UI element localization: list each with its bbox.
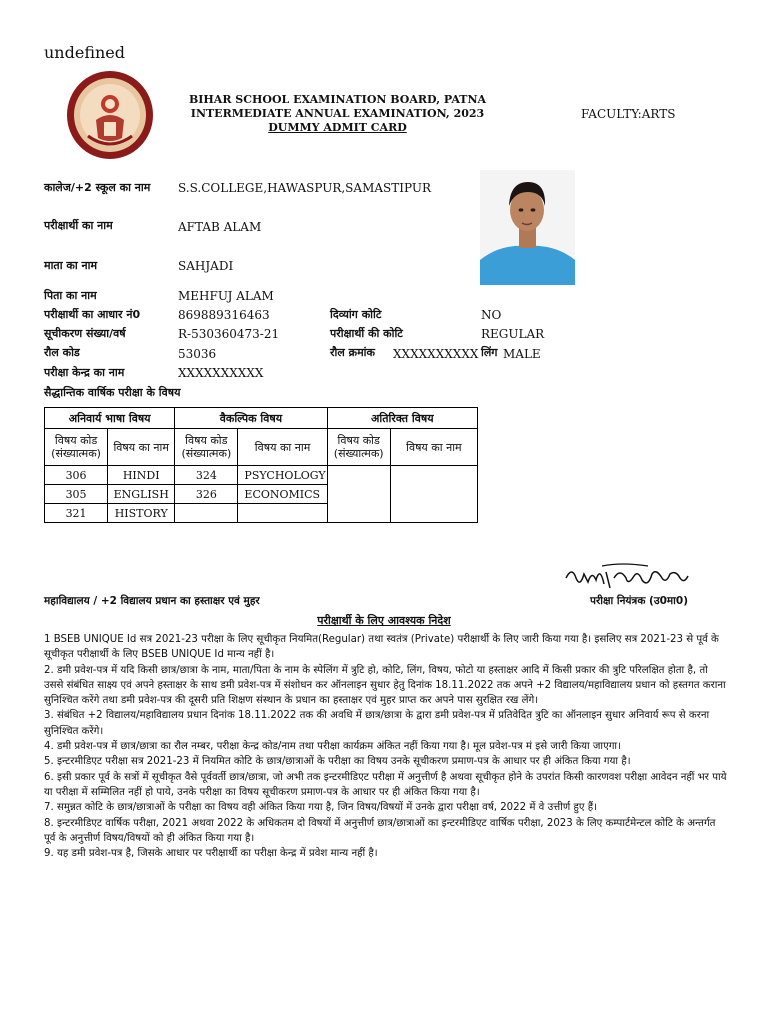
college-label: कालेज/+2 स्कूल का नाम	[44, 181, 151, 194]
subject-name: HISTORY	[108, 504, 175, 523]
mother-name-value: SAHJADI	[178, 259, 234, 273]
exam-centre-label: परीक्षा केन्द्र का नाम	[44, 366, 125, 379]
code-header: विषय कोड (संख्यात्मक)	[45, 429, 108, 466]
code-header: विषय कोड (संख्यात्मक)	[327, 429, 390, 466]
optional-subject-header: वैकल्पिक विषय	[175, 408, 327, 429]
instructions-title: परीक्षार्थी के लिए आवश्यक निदेश	[317, 614, 451, 627]
father-name-label: पिता का नाम	[44, 289, 97, 302]
subjects-table	[44, 407, 478, 523]
instruction-item: 8. इन्टरमीडिएट वार्षिक परीक्षा, 2021 अथवा 2022 के अधिकतम दो विषयों में अनुत्तीर्ण छात्र/छात्राओं का इन्टरमीडिएट वार्षिक परीक्षा, 2023 के लिए कम्पार्टमेन्टल कोटि के अन्तर्गत पूर्व के अनुत्तीर्ण विषय/विषयों को ही अंकित किया गया है।	[44, 817, 716, 844]
exam-centre-value: XXXXXXXXXX	[178, 366, 264, 380]
top-text: undefined	[44, 43, 126, 62]
instruction-item: 3. संबंधित +2 विद्यालय/महाविद्यालय प्रधान दिनांक 18.11.2022 तक की अवधि में छात्र/छात्रा के द्वारा डमी प्रवेश-पत्र में प्रतिवेदित त्रुटि का ऑनलाइन सुधार अनिवार्य रूप से करना सुनिश्चित करेंगे।	[44, 710, 710, 737]
instruction-item: 6. इसी प्रकार पूर्व के सत्रों में सूचीकृत वैसे पूर्ववर्ती छात्र/छात्रा, जो अभी तक इन्टरमीडिएट परीक्षा में अनुत्तीर्ण है अथवा सूचीकृत होने के उपरांत किसी कारणवश परीक्षा आवेदन नहीं भर पाये या परीक्षा में सम्मिलित नहीं हो पाये, उनके परीक्षा का विषय सूचीकरण प्रमाण-पत्र के आधार पर ही अंकित किया गया है।	[44, 771, 727, 798]
student-photo	[480, 170, 575, 285]
empty-cell	[327, 466, 390, 523]
card-title: DUMMY ADMIT CARD	[268, 121, 407, 134]
subject-code: 324	[175, 466, 238, 485]
name-header: विषय का नाम	[238, 429, 327, 466]
bseb-seal-logo	[66, 70, 154, 160]
board-name: BIHAR SCHOOL EXAMINATION BOARD, PATNA	[188, 93, 487, 106]
roll-number-value: XXXXXXXXXX	[393, 347, 479, 361]
code-header: विषय कोड (संख्यात्मक)	[175, 429, 238, 466]
empty-cell	[390, 466, 477, 523]
category-label: परीक्षार्थी की कोटि	[330, 327, 403, 340]
instructions-list	[44, 632, 728, 861]
roll-code-label: रौल कोड	[44, 346, 80, 359]
additional-subject-header: अतिरिक्त विषय	[327, 408, 477, 429]
father-name-value: MEHFUJ ALAM	[178, 289, 274, 303]
subject-code: 305	[45, 485, 108, 504]
disability-value: NO	[481, 308, 502, 322]
category-value: REGULAR	[481, 327, 545, 341]
roll-number-label: रौल क्रमांक	[330, 346, 375, 359]
compulsory-language-header: अनिवार्य भाषा विषय	[45, 408, 175, 429]
gender-value: MALE	[503, 347, 541, 361]
subject-name: ENGLISH	[108, 485, 175, 504]
table-row	[45, 466, 478, 485]
subject-code: 326	[175, 485, 238, 504]
college-value: S.S.COLLEGE,HAWASPUR,SAMASTIPUR	[178, 181, 432, 195]
disability-label: दिव्यांग कोटि	[330, 308, 382, 321]
faculty: FACULTY:ARTS	[581, 107, 676, 121]
name-header: विषय का नाम	[108, 429, 175, 466]
controller-signature	[562, 560, 702, 592]
subject-name: ECONOMICS	[238, 485, 327, 504]
subject-code: 321	[45, 504, 108, 523]
instruction-item: 7. समुन्नत कोटि के छात्र/छात्राओं के परीक्षा का विषय वही अंकित किया गया है, जिन विषय/विषयों में उनके द्वारा परीक्षा वर्ष, 2022 में वे उत्तीर्ण हुए हैं।	[44, 802, 598, 814]
subject-name: PSYCHOLOGY	[238, 466, 327, 485]
subject-name	[238, 504, 327, 523]
mother-name-label: माता का नाम	[44, 259, 98, 272]
subjects-heading: सैद्धान्तिक वार्षिक परीक्षा के विषय	[44, 386, 181, 399]
student-name-value: AFTAB ALAM	[178, 220, 262, 234]
principal-signature-label: महाविद्यालय / +2 विद्यालय प्रधान का हस्ताक्षर एवं मुहर	[44, 595, 260, 607]
instruction-item: 2. डमी प्रवेश-पत्र में यदि किसी छात्र/छात्रा के नाम, माता/पिता के नाम के स्पेलिंग में त्रुटि हो, कोटि, लिंग, विषय, फोटो या हस्ताक्षर आदि में किसी प्रकार की त्रुटि परिलक्षित होता है, तो उससे संबंधित साक्ष्य एवं अपने हस्ताक्षर के साथ डमी प्रवेश-पत्र में संशोधन कर ऑनलाइन सुधार हेतु दिनांक 18.11.2022 तक अपने +2 विद्यालय/महाविद्यालय प्रधान को हस्तगत कराना सुनिश्चित करेंगे तथा डमी प्रवेश-पत्र की दूसरी प्रति शिक्षण संस्थान के प्रधान का हस्ताक्षर एवं मुहर प्राप्त कर अपने पास सुरक्षित रख लेंगे।	[44, 664, 726, 707]
name-header: विषय का नाम	[390, 429, 477, 466]
instruction-item: 4. डमी प्रवेश-पत्र में छात्र/छात्रा का रौल नम्बर, परीक्षा केन्द्र कोड/नाम तथा परीक्षा कार्यक्रम अंकित नहीं किया गया है। मूल प्रवेश-पत्र मं इसे जारी किया जाएगा।	[44, 741, 621, 753]
controller-label: परीक्षा नियंत्रक (उ0मा0)	[590, 595, 688, 607]
registration-value: R-530360473-21	[178, 327, 280, 341]
instruction-item: 9. यह डमी प्रवेश-पत्र है, जिसके आधार पर परीक्षार्थी का परीक्षा केन्द्र में प्रवेश मान्य नहीं है।	[44, 848, 378, 860]
subject-code: 306	[45, 466, 108, 485]
subject-code	[175, 504, 238, 523]
instruction-item: 1 BSEB UNIQUE Id सत्र 2021-23 परीक्षा के लिए सूचीकृत नियमित(Regular) तथा स्वतंत्र (Private) परीक्षार्थी के लिए जारी किया गया है। इसलिए सत्र 2021-23 से पूर्व के सूचीकृत परीक्षार्थी के लिए BSEB UNIQUE Id मान्य नहीं है।	[44, 634, 719, 661]
subject-name: HINDI	[108, 466, 175, 485]
registration-label: सूचीकरण संख्या/वर्ष	[44, 327, 126, 340]
roll-code-value: 53036	[178, 347, 217, 361]
instruction-item: 5. इन्टरमीडिएट परीक्षा सत्र 2021-23 में नियमित कोटि के छात्र/छात्राओं के परीक्षा का विषय उनके सूचीकरण प्रमाण-पत्र के आधार पर ही अंकित किया गया है।	[44, 756, 631, 768]
aadhar-value: 869889316463	[178, 308, 270, 322]
aadhar-label: परीक्षार्थी का आधार नं0	[44, 308, 141, 321]
student-name-label: परीक्षार्थी का नाम	[44, 219, 113, 232]
gender-label: लिंग	[481, 346, 498, 359]
exam-name: INTERMEDIATE ANNUAL EXAMINATION, 2023	[190, 107, 485, 120]
